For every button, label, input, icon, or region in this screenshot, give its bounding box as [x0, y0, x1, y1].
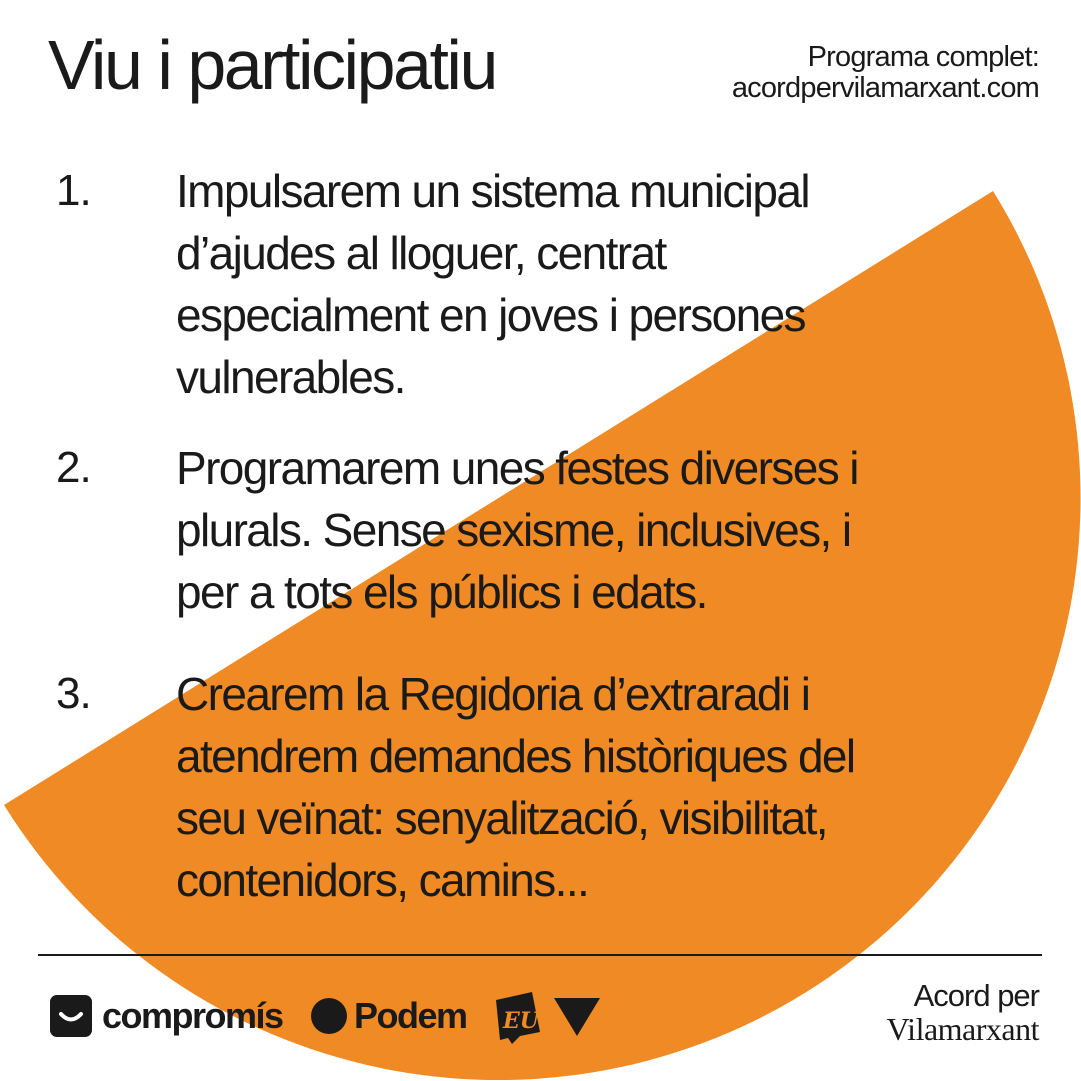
program-url[interactable]: acordpervilamarxant.com: [731, 72, 1039, 104]
item-number: 3.: [56, 669, 91, 718]
compromis-smile-icon: [50, 995, 92, 1037]
podem-circle-icon: [310, 997, 348, 1035]
brand-logo: [886, 980, 1039, 1046]
page-title: Viu i participatiu: [48, 26, 496, 104]
item-text: Crearem la Regidoria d’extraradi i atendrem demandes històriques del seu veïnat: senyalització, visibilitat, contenidors, camins...: [176, 668, 855, 906]
item-text: Impulsarem un sistema municipal d’ajudes al lloguer, centrat especialment en joves i persones vulnerables.: [176, 165, 809, 403]
footer-divider: [38, 954, 1042, 956]
podem-logo: [310, 988, 467, 1044]
item-text: Programarem unes festes diverses i plurals. Sense sexisme, inclusives, i per a tots els públics i edats.: [176, 442, 858, 618]
brand-line2: Vilamarxant: [886, 1011, 1039, 1047]
compromis-label: compromís: [102, 995, 283, 1036]
brand-line1: Acord per: [913, 978, 1039, 1013]
triangle-logo: [552, 988, 602, 1044]
triangle-logo-icon: [552, 994, 602, 1038]
program-label: Programa complet:: [807, 41, 1039, 73]
eu-logo-label: EU: [503, 1008, 539, 1034]
item-number: 1.: [56, 166, 91, 215]
compromis-logo: [50, 988, 283, 1044]
podem-label: Podem: [354, 995, 467, 1036]
program-info: [619, 42, 1039, 104]
eu-logo: [490, 988, 546, 1044]
item-number: 2.: [56, 443, 91, 492]
eu-logo-icon: [490, 988, 546, 1044]
